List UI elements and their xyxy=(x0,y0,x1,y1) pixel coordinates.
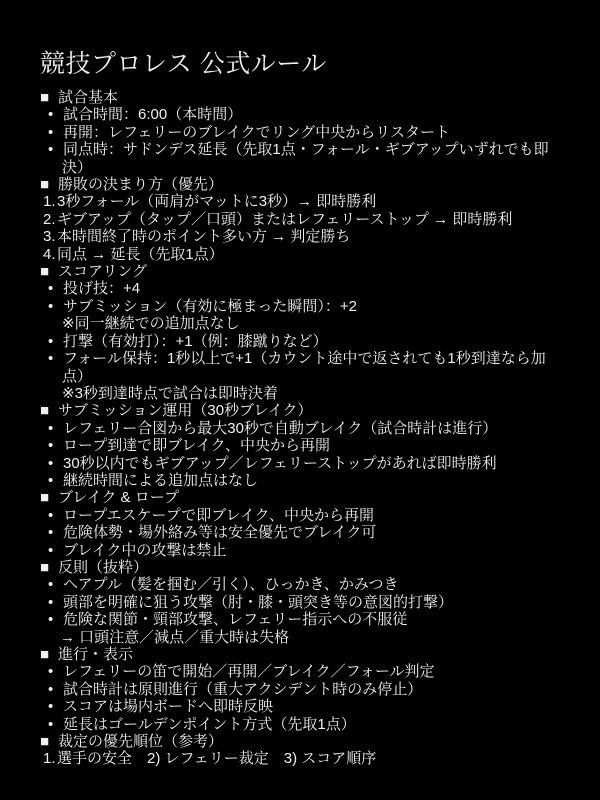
section-heading xyxy=(0,402,600,419)
numbered-item xyxy=(0,750,600,767)
bullet-item xyxy=(0,594,600,611)
bullet-dot-marker: • xyxy=(48,715,54,733)
line-text: ロープエスケープで即ブレイク、中央から再開 xyxy=(63,506,374,524)
line-text: レフェリー合図から最大30秒で自動ブレイク（試合時計は進行） xyxy=(63,419,498,437)
bullet-dot-marker: • xyxy=(48,419,54,437)
line-text: 裁定の優先順位（参考） xyxy=(58,733,224,751)
bullet-item xyxy=(0,507,600,524)
bullet-item xyxy=(0,420,600,437)
section-heading xyxy=(0,646,600,663)
line-text: 投げ技：+4 xyxy=(63,280,141,298)
line-text: 危険体勢・場外絡み等は安全優先でブレイク可 xyxy=(63,524,377,542)
wrapped-continuation-line xyxy=(0,159,600,176)
bullet-dot-marker: • xyxy=(48,471,54,489)
bullet-item xyxy=(0,350,600,367)
line-text: 30秒以内でもギブアップ／レフェリーストップがあれば即時勝利 xyxy=(63,454,497,472)
bullet-item xyxy=(0,455,600,472)
bullet-item xyxy=(0,141,600,158)
list-number-marker: 1. xyxy=(43,193,56,211)
numbered-item xyxy=(0,246,600,263)
bullet-dot-marker: • xyxy=(48,663,54,681)
section-heading xyxy=(0,263,600,280)
line-text: ヘアプル（髪を掴む／引く）、ひっかき、かみつき xyxy=(63,576,399,594)
line-text: ギブアップ（タップ／口頭）またはレフェリーストップ → 即時勝利 xyxy=(57,210,513,228)
note-line xyxy=(0,315,600,332)
section-heading xyxy=(0,489,600,506)
line-text: 選手の安全 2) レフェリー裁定 3) スコア順序 xyxy=(57,750,377,768)
list-number-marker: 1. xyxy=(43,750,56,768)
line-text: サブミッション運用（30秒ブレイク） xyxy=(58,402,313,420)
line-text: 試合時計は原則進行（重大アクシデント時のみ停止） xyxy=(63,680,423,698)
bullet-item xyxy=(0,611,600,628)
line-text: 同点 → 延長（先取1点） xyxy=(57,245,224,263)
bullet-item xyxy=(0,663,600,680)
line-text: サブミッション（有効に極まった瞬間）：+2 xyxy=(63,297,358,315)
line-text: 決） xyxy=(62,158,93,176)
bullet-dot-marker: • xyxy=(48,332,54,350)
bullet-dot-marker: • xyxy=(48,141,54,159)
bullet-item xyxy=(0,437,600,454)
list-number-marker: 2. xyxy=(43,210,56,228)
line-text: 頭部を明確に狙う攻撃（肘・膝・頭突き等の意図的打撃） xyxy=(63,593,454,611)
line-text: スコアリング xyxy=(58,263,148,281)
note-line xyxy=(0,385,600,402)
bullet-dot-marker: • xyxy=(48,297,54,315)
section-square-marker: ■ xyxy=(40,733,50,751)
line-text: ブレイク中の攻撃は禁止 xyxy=(63,541,227,559)
bullet-item xyxy=(0,524,600,541)
section-square-marker: ■ xyxy=(40,489,50,507)
line-text: 継続時間による追加点はなし xyxy=(63,471,259,489)
line-text: ブレイク & ロープ xyxy=(58,489,179,507)
bullet-item xyxy=(0,106,600,123)
line-text: 3秒フォール（両肩がマットに3秒）→ 即時勝利 xyxy=(57,193,377,211)
bullet-dot-marker: • xyxy=(48,593,54,611)
bullet-item xyxy=(0,472,600,489)
consequence-arrow-line xyxy=(0,629,600,646)
bullet-dot-marker: • xyxy=(48,680,54,698)
line-text: ロープ到達で即ブレイク、中央から再開 xyxy=(63,437,331,455)
line-text: 再開：レフェリーのブレイクでリング中央からリスタート xyxy=(63,123,451,141)
bullet-dot-marker: • xyxy=(48,280,54,298)
bullet-dot-marker: • xyxy=(48,454,54,472)
bullet-item xyxy=(0,333,600,350)
section-heading xyxy=(0,176,600,193)
bullet-dot-marker: • xyxy=(48,576,54,594)
line-text: ※同一継続での追加点なし xyxy=(62,315,240,333)
bullet-dot-marker: • xyxy=(48,698,54,716)
line-text: 延長はゴールデンポイント方式（先取1点） xyxy=(63,715,356,733)
section-square-marker: ■ xyxy=(40,263,50,281)
line-text: 勝敗の決まり方（優先） xyxy=(58,176,224,194)
bullet-dot-marker: • xyxy=(48,541,54,559)
line-text: 本時間終了時のポイント多い方 → 判定勝ち xyxy=(57,228,351,246)
section-square-marker: ■ xyxy=(40,89,50,106)
section-heading xyxy=(0,89,600,106)
bullet-dot-marker: • xyxy=(48,437,54,455)
bullet-item xyxy=(0,124,600,141)
bullet-dot-marker: • xyxy=(48,506,54,524)
bullet-dot-marker: • xyxy=(48,350,54,368)
line-text: 進行・表示 xyxy=(58,646,134,663)
line-text: 同点時：サドンデス延長（先取1点・フォール・ギブアップいずれでも即 xyxy=(63,141,549,159)
bullet-dot-marker: • xyxy=(48,106,54,124)
section-square-marker: ■ xyxy=(40,176,50,194)
line-text: 打撃（有効打）：+1（例：膝蹴りなど） xyxy=(63,332,328,350)
bullet-item xyxy=(0,716,600,733)
line-text: 反則（抜粋） xyxy=(58,558,149,576)
numbered-item xyxy=(0,193,600,210)
bullet-item xyxy=(0,542,600,559)
bullet-item xyxy=(0,681,600,698)
page-title: 競技プロレス 公式ルール xyxy=(40,50,327,78)
list-number-marker: 4. xyxy=(43,245,56,263)
numbered-item xyxy=(0,211,600,228)
line-text: レフェリーの笛で開始／再開／ブレイク／フォール判定 xyxy=(63,663,435,681)
wrapped-continuation-line xyxy=(0,368,600,385)
rules-document xyxy=(0,89,600,768)
section-square-marker: ■ xyxy=(40,646,50,663)
section-heading xyxy=(0,733,600,750)
line-text: スコアは場内ボードへ即時反映 xyxy=(63,698,274,716)
section-heading xyxy=(0,559,600,576)
bullet-dot-marker: • xyxy=(48,524,54,542)
bullet-item xyxy=(0,298,600,315)
line-text: 試合時間：6:00（本時間） xyxy=(63,106,243,124)
line-text: → 口頭注意／減点／重大時は失格 xyxy=(60,628,290,646)
line-text: フォール保持：1秒以上で+1（カウント途中で返されても1秒到達なら加 xyxy=(63,350,546,368)
line-text: 試合基本 xyxy=(58,89,119,106)
bullet-item xyxy=(0,576,600,593)
section-square-marker: ■ xyxy=(40,402,50,420)
bullet-dot-marker: • xyxy=(48,611,54,629)
bullet-item xyxy=(0,280,600,297)
line-text: 点） xyxy=(62,367,93,385)
numbered-item xyxy=(0,228,600,245)
list-number-marker: 3. xyxy=(43,228,56,246)
bullet-dot-marker: • xyxy=(48,123,54,141)
bullet-item xyxy=(0,698,600,715)
section-square-marker: ■ xyxy=(40,558,50,576)
line-text: 危険な関節・頸部攻撃、レフェリー指示への不服従 xyxy=(63,611,408,629)
line-text: ※3秒到達時点で試合は即時決着 xyxy=(62,384,278,402)
